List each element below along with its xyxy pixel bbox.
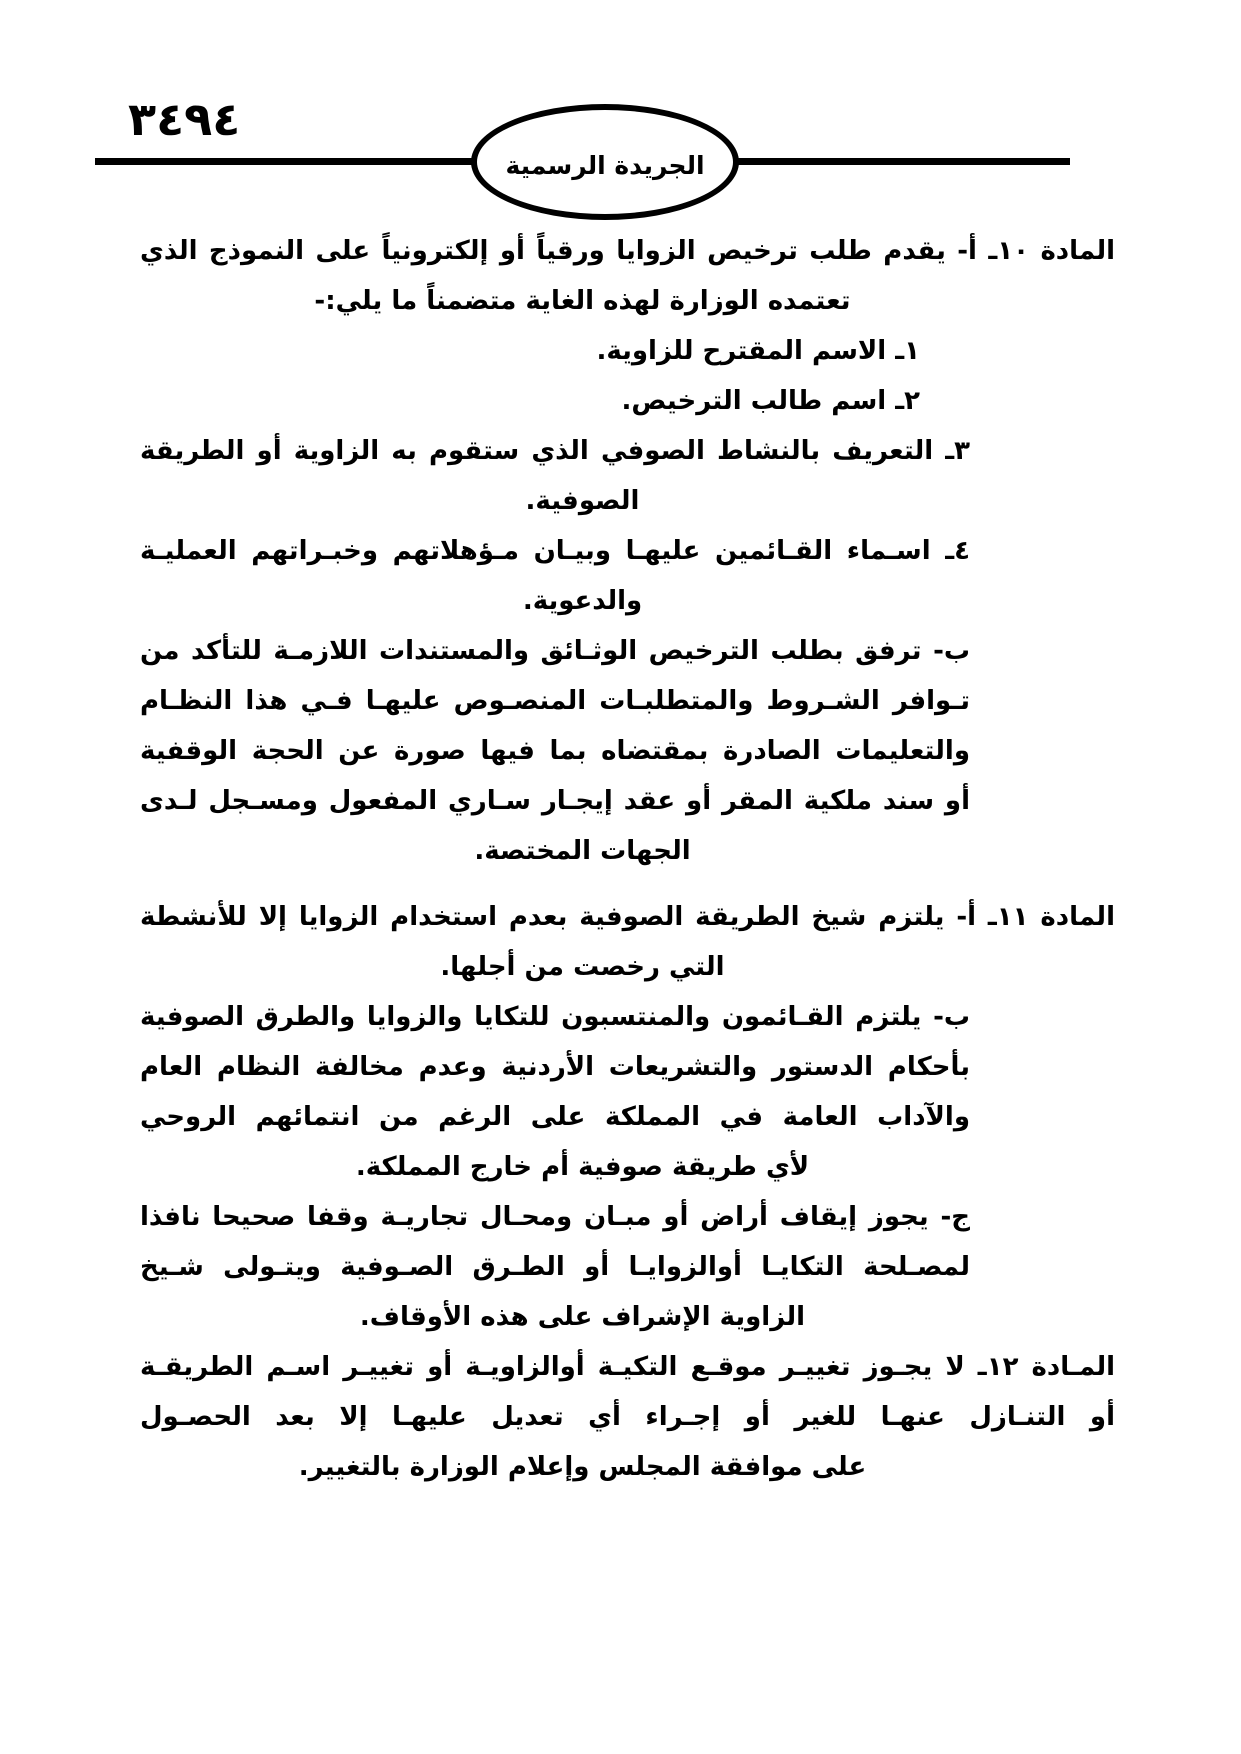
text-line: تـوافر الشـروط والمتطلبـات المنصـوص عليهـا فـي هذا النظـام — [140, 686, 970, 716]
text-line-clause-b: ب- ترفق بطلب الترخيص الوثـائق والمستندات اللازمـة للتأكد من — [140, 636, 970, 666]
text-line: الصوفية. — [525, 486, 640, 516]
text-line-article-10: المادة ١٠ـ أ- يقدم طلب ترخيص الزوايا ورقياً أو إلكترونياً على النموذج الذي — [140, 236, 1116, 266]
text-line: تعتمده الوزارة لهذه الغاية متضمناً ما يلي:- — [314, 286, 851, 316]
text-line-clause-b: ب- يلتزم القـائمون والمنتسبون للتكايا والزوايا والطرق الصوفية — [140, 1002, 970, 1032]
gazette-title: الجريدة الرسمية — [505, 150, 705, 180]
text-line-article-12: المـادة ١٢ـ لا يجـوز تغييـر موقـع التكيـة أوالزاويـة أو تغييـر اسـم الطريقـة — [140, 1352, 1116, 1382]
text-line-item-4: ٤ـ اسـماء القـائمين عليهـا وبيـان مـؤهلاتهم وخبـراتهم العمليـة — [140, 536, 970, 566]
text-line: الجهات المختصة. — [474, 836, 691, 866]
text-line: لمصـلحة التكايـا أوالزوايـا أو الطـرق الصـوفية ويتـولى شـيخ — [140, 1252, 970, 1282]
text-line-item-2: ٢ـ اسم طالب الترخيص. — [621, 386, 920, 416]
text-line: أو سند ملكية المقر أو عقد إيجـار سـاري المفعول ومسـجل لـدى — [140, 786, 970, 816]
gazette-seal-oval — [471, 104, 739, 220]
text-line-item-1: ١ـ الاسم المقترح للزاوية. — [596, 336, 920, 366]
text-line-clause-c: ج- يجوز إيقاف أراض أو مبـان ومحـال تجاريـة وقفا صحيحا نافذا — [140, 1202, 970, 1232]
text-line: بأحكام الدستور والتشريعات الأردنية وعدم مخالفة النظام العام — [140, 1052, 970, 1082]
text-line: أو التنـازل عنهـا للغير أو إجـراء أي تعديل عليهـا إلا بعد الحصـول — [140, 1402, 1115, 1432]
text-line-article-11: المادة ١١ـ أ- يلتزم شيخ الطريقة الصوفية بعدم استخدام الزوايا إلا للأنشطة — [140, 902, 1115, 932]
text-line-item-3: ٣ـ التعريف بالنشاط الصوفي الذي ستقوم به الزاوية أو الطريقة — [140, 436, 970, 466]
text-line: لأي طريقة صوفية أم خارج المملكة. — [355, 1152, 810, 1182]
document-body — [140, 226, 1115, 1492]
text-line: على موافقة المجلس وإعلام الوزارة بالتغيير. — [298, 1452, 867, 1482]
text-line: والدعوية. — [522, 586, 643, 616]
page-number: ٣٤٩٤ — [128, 92, 241, 146]
text-line: والتعليمات الصادرة بمقتضاه بما فيها صورة عن الحجة الوقفية — [140, 736, 970, 766]
text-line: والآداب العامة في المملكة على الرغم من انتمائهم الروحي — [140, 1102, 970, 1132]
text-line: التي رخصت من أجلها. — [440, 952, 725, 982]
text-line: الزاوية الإشراف على هذه الأوقاف. — [359, 1302, 806, 1332]
